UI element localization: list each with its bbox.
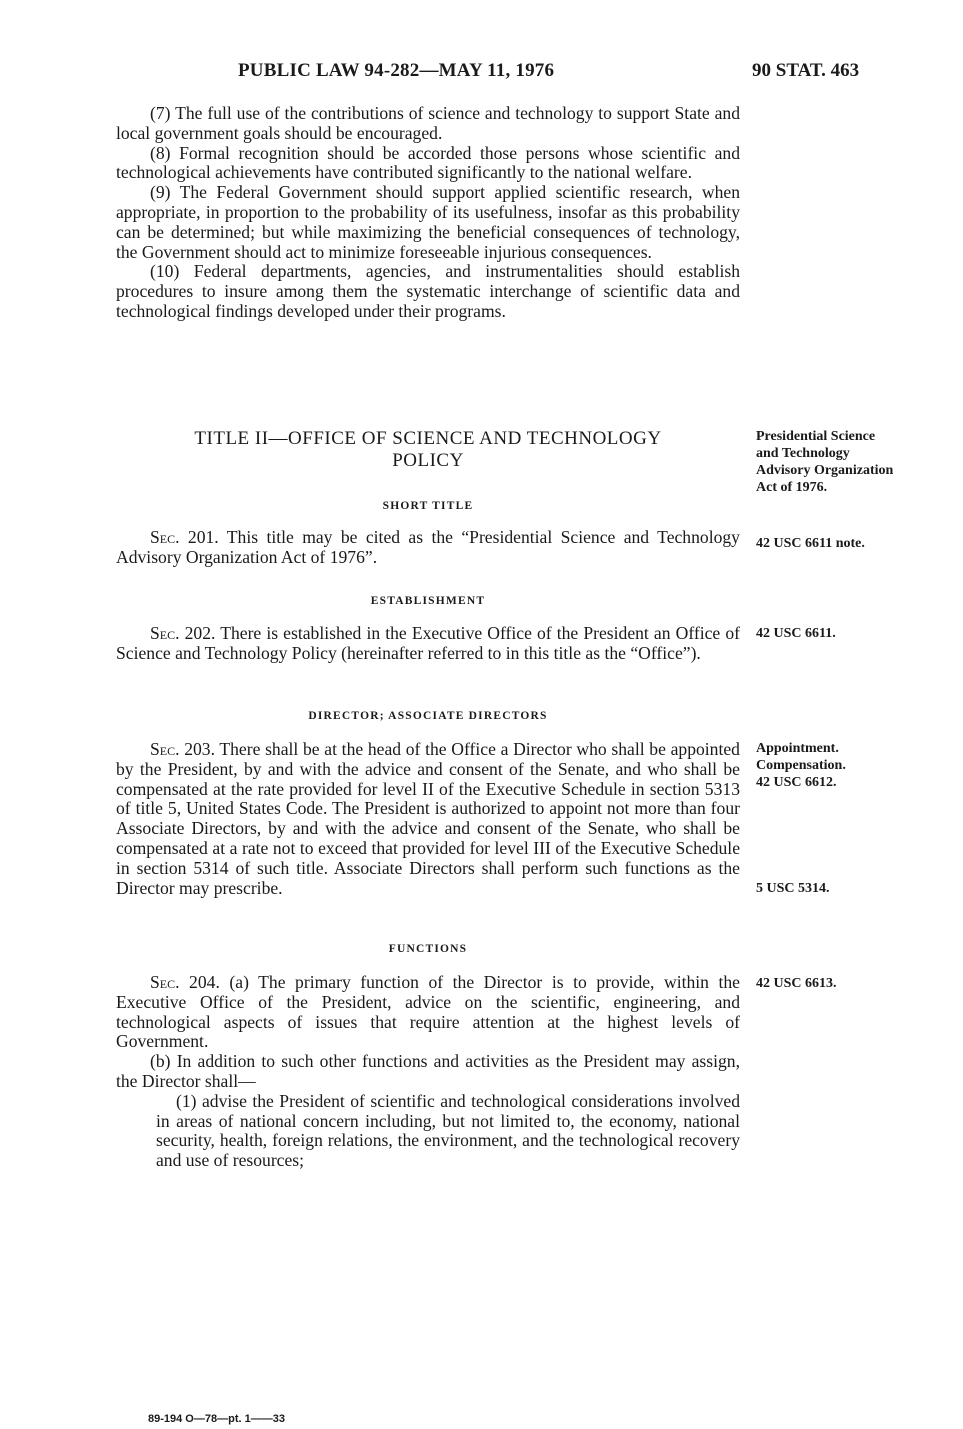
directors-heading: DIRECTOR; ASSOCIATE DIRECTORS	[308, 710, 548, 722]
margin-note-usc-6613: 42 USC 6613.	[756, 976, 837, 991]
section-203-text: There shall be at the head of the Office a Director who shall be appointed by the President, by and with the advice and consent of the Senate, and who shall be compensated at the rate provided for level II of the Executive Schedule in section 5313 of title 5, United States Code. The President is authorized to appoint not more than four Associate Directors, by and with the advice and consent of the Senate, who shall be compensated at a rate not to exceed that provided for level III of the Executive Schedule in section 5314 of such title. Associate Directors shall perform such functions as the Director may prescribe.	[116, 739, 740, 898]
margin-note-compensation: Compensation.	[756, 758, 846, 773]
page-footer: 89-194 O—78—pt. 1——33	[148, 1413, 285, 1425]
margin-note-usc-6611: 42 USC 6611.	[756, 626, 836, 641]
functions-heading: FUNCTIONS	[388, 943, 468, 955]
section-201-label: Sec. 201.	[150, 527, 219, 547]
section-204-text-b: (b) In addition to such other functions and activities as the President may assign, the Director shall—	[116, 1051, 740, 1091]
establishment-heading: ESTABLISHMENT	[370, 595, 486, 607]
margin-note-appointment: Appointment.	[756, 741, 839, 756]
title-ii-line-2: POLICY	[392, 450, 464, 471]
section-204-label: Sec. 204.	[150, 972, 220, 992]
margin-note-act-title: Presidential Science and Technology Advisory Organization Act of 1976.	[756, 429, 894, 495]
section-203-label: Sec. 203.	[150, 739, 215, 759]
section-204-text-a: (a) The primary function of the Director is to provide, within the Executive Office of the President, advice on the scientific, engineering, and technological aspects of issues that require attention at the highest levels of Government.	[116, 972, 740, 1052]
finding-paragraph-10: (10) Federal departments, agencies, and instrumentalities should establish procedures to insure among them the systematic interchange of scientific data and technological findings developed under their programs.	[116, 261, 740, 321]
section-203	[116, 740, 740, 898]
section-202	[116, 624, 740, 664]
title-ii-line-1: TITLE II—OFFICE OF SCIENCE AND TECHNOLOGY	[194, 428, 662, 449]
page-header-title: PUBLIC LAW 94-282—MAY 11, 1976	[238, 60, 555, 81]
finding-paragraph-9: (9) The Federal Government should support applied scientific research, when appropriate, in proportion to the probability of its usefulness, insofar as this probability can be determined; but while maximizing the beneficial consequences of technology, the Government should act to minimize foreseeable injurious consequences.	[116, 182, 740, 262]
section-204	[116, 973, 740, 1171]
section-201	[116, 528, 740, 568]
page-header-stat: 90 STAT. 463	[752, 60, 860, 81]
findings-paragraphs	[116, 104, 740, 322]
section-201-text: This title may be cited as the “Presidential Science and Technology Advisory Organization Act of 1976”.	[116, 527, 740, 567]
margin-note-usc-6612: 42 USC 6612.	[756, 775, 837, 790]
title-ii-heading	[116, 428, 740, 472]
short-title-heading: SHORT TITLE	[382, 500, 474, 512]
margin-note-usc-5314: 5 USC 5314.	[756, 881, 830, 896]
section-202-text: There is established in the Executive Office of the President an Office of Science and Technology Policy (hereinafter referred to in this title as the “Office”).	[116, 623, 740, 663]
finding-paragraph-7: (7) The full use of the contributions of science and technology to support State and local government goals should be encouraged.	[116, 103, 740, 143]
margin-note-usc-6611-note: 42 USC 6611 note.	[756, 536, 865, 551]
finding-paragraph-8: (8) Formal recognition should be accorded those persons whose scientific and technological achievements have contributed significantly to the national welfare.	[116, 142, 740, 183]
section-204-text-b1: (1) advise the President of scientific and technological considerations involved in areas of national concern including, but not limited to, the economy, national security, health, foreign relations, the environment, and the technological recovery and use of resources;	[156, 1090, 740, 1171]
section-202-label: Sec. 202.	[150, 623, 216, 643]
